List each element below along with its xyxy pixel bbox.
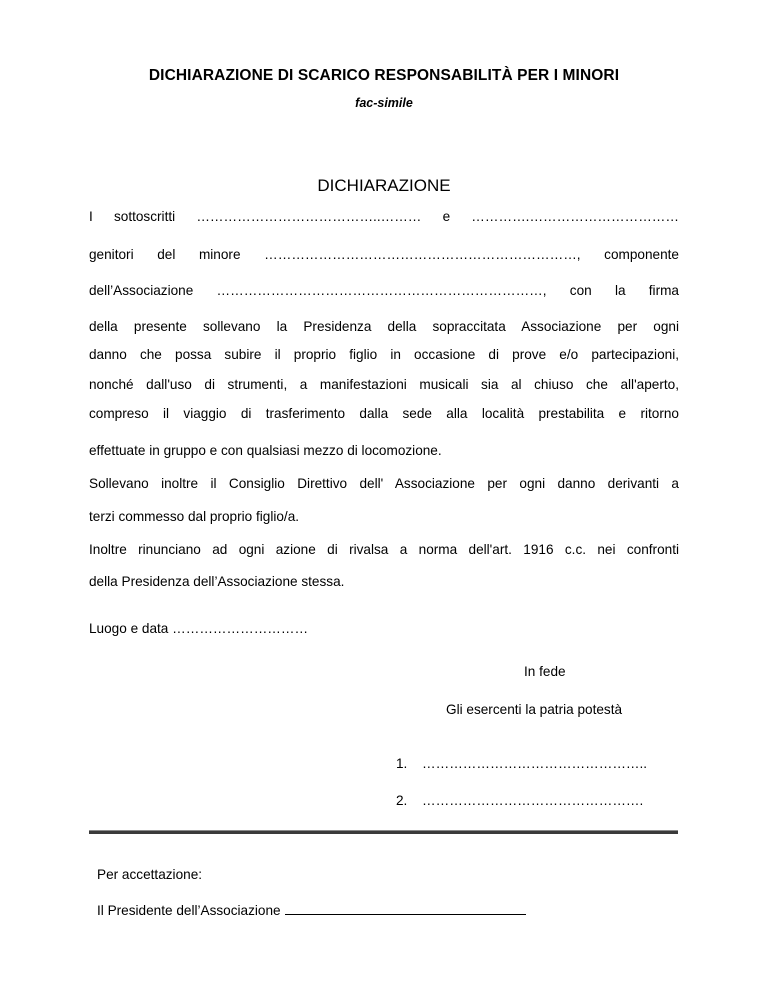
- in-fede-label: In fede: [524, 664, 566, 679]
- body-line-signatories: I sottoscritti …………………………………..……… e ………….……………………………: [89, 209, 679, 224]
- document-subtitle: fac-simile: [355, 96, 413, 110]
- body-line: Sollevano inoltre il Consiglio Direttivo dell' Associazione per ogni danno derivanti a: [89, 476, 679, 491]
- body-line: della Presidenza dell’Associazione stessa.: [89, 574, 345, 589]
- body-line: compreso il viaggio di trasferimento dalla sede alla località prestabilita e ritorno: [89, 406, 679, 421]
- guardians-label: Gli esercenti la patria potestà: [446, 702, 623, 717]
- signature-line-1: [396, 756, 647, 771]
- body-line: Inoltre rinunciano ad ogni azione di rivalsa a norma dell'art. 1916 c.c. nei confronti: [89, 542, 679, 557]
- body-line: terzi commesso dal proprio figlio/a.: [89, 509, 300, 524]
- acceptance-label: Per accettazione:: [97, 867, 203, 882]
- body-line: effettuate in gruppo e con qualsiasi mezzo di locomozione.: [89, 443, 442, 458]
- body-line: danno che possa subire il proprio figlio in occasione di prove e/o partecipazioni,: [89, 347, 679, 362]
- president-signature-field: [285, 901, 526, 915]
- signature-number: 2.: [396, 793, 408, 808]
- body-line-association: dell’Associazione ………………………………………………………………, con la firma: [89, 283, 679, 298]
- section-divider: [89, 830, 678, 834]
- signature-number: 1.: [396, 756, 408, 771]
- signature-dots: ………………………………………….: [422, 793, 644, 808]
- signature-line-2: [396, 793, 643, 808]
- body-line-minor: genitori del minore ……………………………………………………………, componente: [89, 247, 679, 262]
- president-signature-line: [97, 901, 526, 918]
- signature-dots: …………………………………………..: [422, 756, 648, 771]
- section-heading: DICHIARAZIONE: [317, 176, 451, 195]
- president-label: Il Presidente dell’Associazione: [97, 903, 281, 918]
- body-line: della presente sollevano la Presidenza della sopraccitata Associazione per ogni: [89, 319, 679, 334]
- place-date-field: Luogo e data …………………………: [89, 621, 309, 636]
- body-line: nonché dall'uso di strumenti, a manifestazioni musicali sia al chiuso che all'aperto,: [89, 377, 679, 392]
- document-title: DICHIARAZIONE DI SCARICO RESPONSABILITÀ PER I MINORI: [148, 67, 620, 84]
